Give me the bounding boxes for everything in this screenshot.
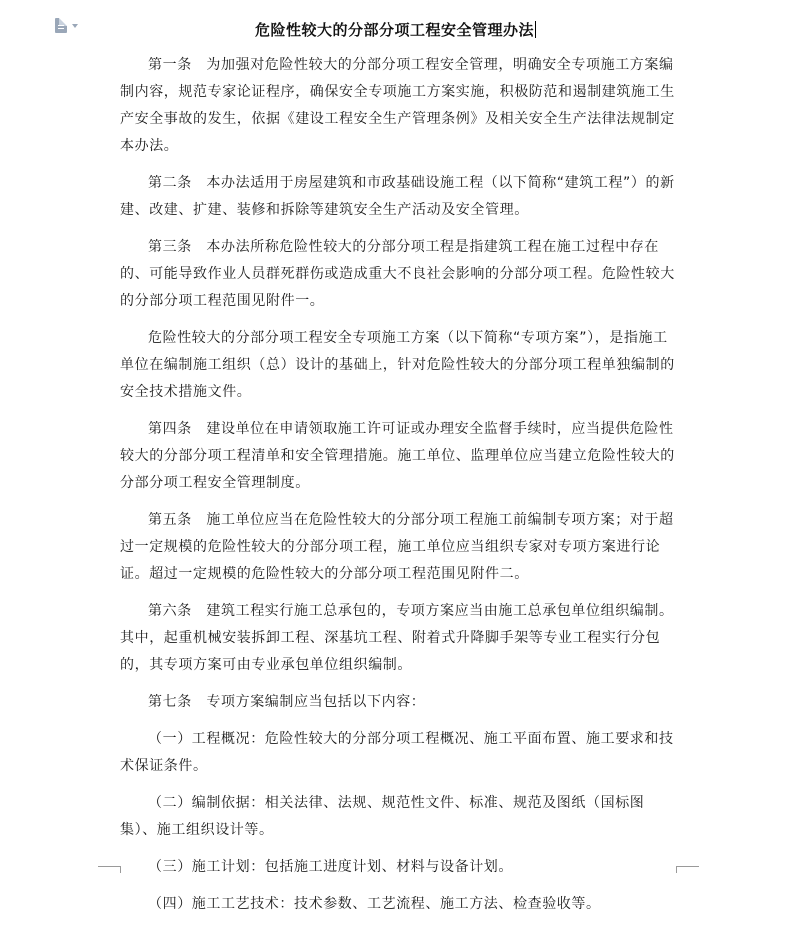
paragraph-article-5: 第五条 施工单位应当在危险性较大的分部分项工程施工前编制专项方案；对于超过一定规模的危险性较大的分部分项工程，施工单位应当组织专家对专项方案进行论证。超过一定规模的危险性较大的分部分项工程范围见附件二。 [120,512,674,582]
paragraph-article-1: 第一条 为加强对危险性较大的分部分项工程安全管理，明确安全专项施工方案编制内容，规范专家论证程序，确保安全专项施工方案实施，积极防范和遏制建筑施工生产安全事故的发生，依据《建设工程安全生产管理条例》及相关安全生产法律法规制定本办法。 [120,57,675,154]
list-item-project-overview: （一）工程概况：危险性较大的分部分项工程概况、施工平面布置、施工要求和技术保证条件。 [120,731,674,774]
list-item-compilation-basis: （二）编制依据：相关法律、法规、规范性文件、标准、规范及图纸（国标图集）、施工组织设计等。 [120,795,645,838]
paragraph-article-6: 第六条 建筑工程实行施工总承包的，专项方案应当由施工总承包单位组织编制。其中，起重机械安装拆卸工程、深基坑工程、附着式升降脚手架等专业工程实行分包的，其专项方案可由专业承包单位组织编制。 [120,603,674,673]
page-margin-marker-left [98,866,121,873]
paragraph-special-plan-definition: 危险性较大的分部分项工程安全专项施工方案（以下简称“专项方案”），是指施工单位在编制施工组织（总）设计的基础上，针对危险性较大的分部分项工程单独编制的安全技术措施文件。 [120,330,675,400]
text-cursor [535,21,536,38]
document-title [0,19,791,40]
list-item-construction-plan: （三）施工计划：包括施工进度计划、材料与设备计划。 [148,859,513,875]
list-item-process-technology: （四）施工工艺技术：技术参数、工艺流程、施工方法、检查验收等。 [148,896,601,912]
paragraph-article-7: 第七条 专项方案编制应当包括以下内容： [148,694,426,710]
paragraph-article-3: 第三条 本办法所称危险性较大的分部分项工程是指建筑工程在施工过程中存在的、可能导致作业人员群死群伤或造成重大不良社会影响的分部分项工程。危险性较大的分部分项工程范围见附件一。 [120,239,675,309]
paragraph-article-4: 第四条 建设单位在申请领取施工许可证或办理安全监督手续时，应当提供危险性较大的分部分项工程清单和安全管理措施。施工单位、监理单位应当建立危险性较大的分部分项工程安全管理制度。 [120,421,675,491]
paragraph-article-2: 第二条 本办法适用于房屋建筑和市政基础设施工程（以下简称“建筑工程”）的新建、改建、扩建、装修和拆除等建筑安全生产活动及安全管理。 [120,175,675,218]
page-margin-marker-right [676,866,699,873]
document-title-text: 危险性较大的分部分项工程安全管理办法 [254,21,534,39]
document-body[interactable] [120,52,680,928]
